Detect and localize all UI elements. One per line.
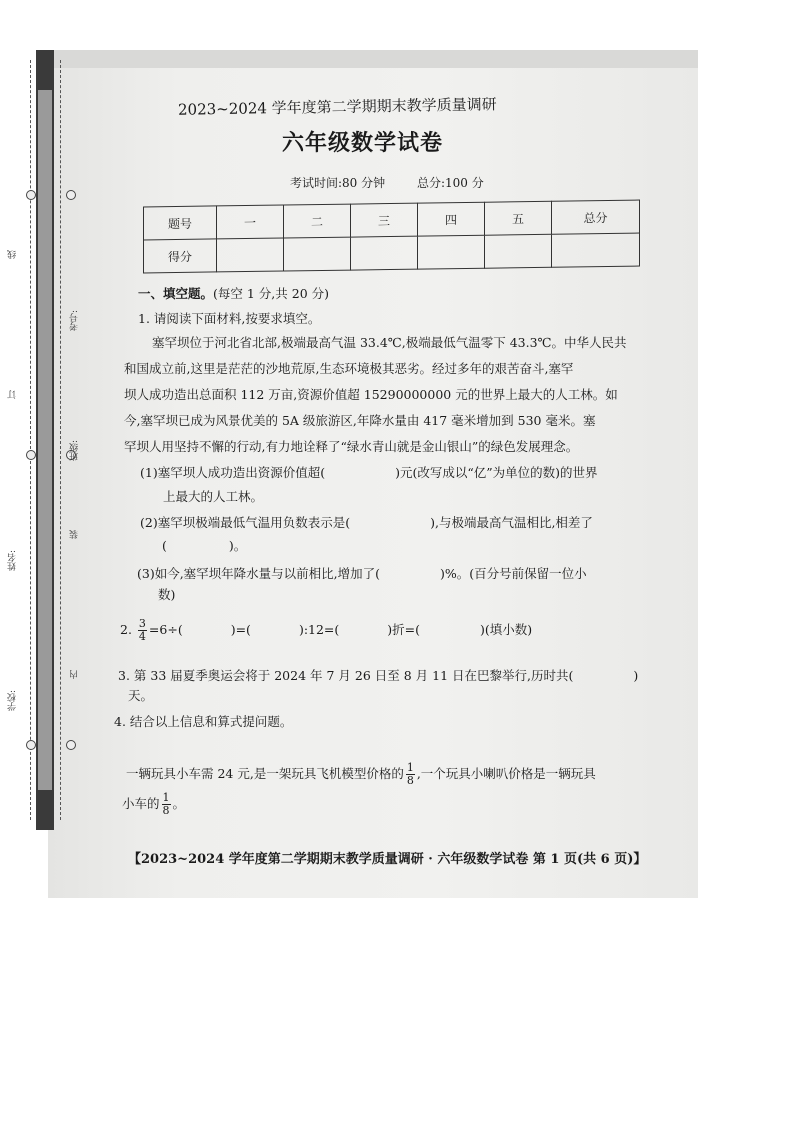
score-table-header-cell: 题号 [144,206,217,240]
binding-strip [8,50,78,830]
q4-text-b: ,一个玩具小喇叭价格是一辆玩具 [416,766,596,781]
exam-time: 考试时间:80 分钟 [290,176,386,190]
q1-3-text-a: (3)如今,塞罕坝年降水量与以前相比,增加了( [137,566,381,581]
q1-2-text-c: ( [162,538,167,553]
q1-intro: 1. 请阅读下面材料,按要求填空。 [138,311,321,326]
q3-text-b: ) [633,668,639,683]
q2-fraction [138,618,147,643]
binding-label-line: 线 [8,250,18,259]
page-footer: 【2023~2024 学年度第二学期期末教学质量调研 · 六年级数学试卷 第 1 页(共 6 页)】 [128,852,647,867]
q2-text-4: )折=( [387,622,421,637]
q1-3-cont: 数) [158,587,176,602]
binding-label-exam-no: 考号: [70,310,80,332]
q4-fraction-numerator: 1 [406,761,414,774]
q1-1-text-a: (1)塞罕坝人成功造出资源价值超( [140,465,326,480]
section1-note: (每空 1 分,共 20 分) [213,286,329,301]
passage-line: 坝人成功造出总面积 112 万亩,资源价值超 15290000000 元的世界上最大的人工林。如 [124,387,618,402]
passage-line: 和国成立前,这里是茫茫的沙地荒原,生态环境极其恶劣。经过多年的艰苦奋斗,塞罕 [124,361,574,376]
binding-label-ding: 订 [8,390,18,399]
q1-1-cont: 上最大的人工林。 [163,489,264,504]
q2-text-5: )(填小数) [480,622,533,637]
score-table-score-cell[interactable] [418,235,485,269]
binding-dashed-line-left [30,60,31,820]
score-table-score-cell[interactable] [217,238,284,272]
q4-fraction [406,762,415,787]
binding-label-class: 班级: [70,440,80,462]
section1-title: 一、填空题。 [138,286,214,301]
q3-cont: 天。 [128,688,154,703]
q4-fraction-denominator: 8 [406,774,414,787]
q2-fraction-denominator: 4 [138,630,146,643]
binding-label-name: 姓名: [8,550,18,572]
q4-line-1 [126,760,596,788]
score-table [143,200,640,274]
binding-hole [26,740,36,750]
q2-text-2: )=( [230,622,251,637]
score-table-score-cell[interactable] [284,237,351,271]
q2-text-1: =6÷( [148,622,183,637]
q1-3 [137,566,587,582]
binding-hole [66,190,76,200]
q4-fraction-2-numerator: 1 [162,791,170,804]
binding-hole [66,740,76,750]
q1-2 [140,515,593,531]
q4-line-2 [122,790,185,818]
q1-1 [140,465,598,481]
score-table-header-cell: 一 [217,205,284,239]
binding-label-nei: 内 [70,670,80,679]
score-table-score-label: 得分 [144,239,217,273]
passage-line: 塞罕坝位于河北省北部,极端最高气温 33.4℃,极端最低气温零下 43.3℃。中华人民共 [152,335,627,350]
section1-heading [138,286,329,302]
q4-text-a: 一辆玩具小车需 24 元,是一架玩具飞机模型价格的 [126,766,404,781]
q1-1-text-b: )元(改写成以“亿”为单位的数)的世界 [395,465,598,480]
score-table-header-cell: 二 [284,204,351,238]
binding-label-school: 学校: [8,690,18,712]
q4-text-d: 。 [172,796,186,811]
q1-2-text-d: )。 [228,538,247,553]
q3-text-a: 3. 第 33 届夏季奥运会将于 2024 年 7 月 26 日至 8 月 11 日在巴黎举行,历时共( [118,668,574,683]
passage-line: 今,塞罕坝已成为风景优美的 5A 级旅游区,年降水量由 417 毫米增加到 530 毫米。塞 [124,413,596,428]
score-table-header-cell: 五 [485,201,552,235]
q4-fraction-2-denominator: 8 [162,804,170,817]
q4-intro: 4. 结合以上信息和算式提问题。 [114,714,293,729]
binding-hole [26,450,36,460]
score-table-score-row [144,233,640,273]
score-table-header-cell: 四 [418,202,485,236]
q2-number: 2. [120,622,132,637]
score-table-header-cell: 三 [351,203,418,237]
photo-top-edge [48,50,698,68]
q1-2-cont [162,538,246,554]
score-table-score-cell[interactable] [351,236,418,270]
q2-fraction-numerator: 3 [138,617,146,630]
binding-hole [26,190,36,200]
q1-3-text-b: )%。(百分号前保留一位小 [440,566,587,581]
q4-text-c: 小车的 [122,796,160,811]
q1-2-text-a: (2)塞罕坝极端最低气温用负数表示是( [140,515,351,530]
exam-info [290,174,512,191]
q4-fraction-2 [162,792,171,817]
q1-2-text-b: ),与极端最高气温相比,相差了 [430,515,593,530]
binding-label-zhuang: 装 [70,530,80,539]
q2 [120,617,532,643]
score-table-header-cell: 总分 [552,200,640,234]
q2-text-3: ):12=( [298,622,340,637]
exam-total-score: 总分:100 分 [416,176,484,190]
q3 [118,668,638,684]
binding-bar-mid [38,90,52,790]
passage-line: 罕坝人用坚持不懈的行动,有力地诠释了“绿水青山就是金山银山”的绿色发展理念。 [124,439,579,454]
binding-dashed-line-right [60,60,61,820]
score-table-score-cell[interactable] [552,233,640,267]
score-table-score-cell[interactable] [485,234,552,268]
survey-title: 2023~2024 学年度第二学期期末教学质量调研 [177,95,497,119]
exam-title: 六年级数学试卷 [282,130,444,156]
